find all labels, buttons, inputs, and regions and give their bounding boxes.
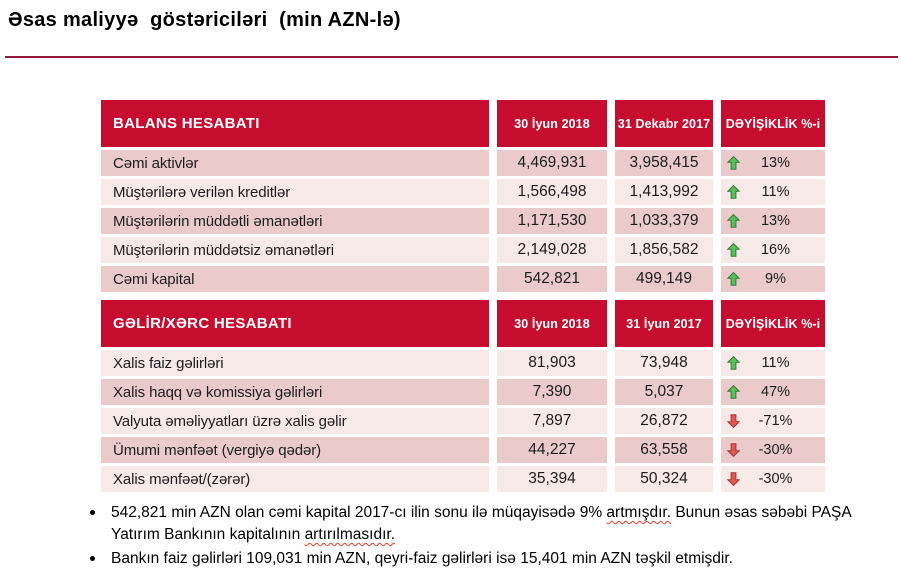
down-arrow-icon <box>727 472 740 486</box>
row-label: Xalis faiz gəlirləri <box>101 350 489 376</box>
change-cell <box>721 266 825 292</box>
value-2018: 7,390 <box>497 379 607 405</box>
change-value: 16% <box>760 242 791 258</box>
change-value: 47% <box>760 384 791 400</box>
income-statement-table <box>101 300 825 492</box>
change-cell <box>721 350 825 376</box>
value-2017: 499,149 <box>615 266 713 292</box>
column-header-2018: 30 İyun 2018 <box>497 100 607 147</box>
value-2018: 35,394 <box>497 466 607 492</box>
column-header-change: DƏYİŞİKLİK %-i <box>721 300 825 347</box>
value-2017: 3,958,415 <box>615 150 713 176</box>
value-2018: 2,149,028 <box>497 237 607 263</box>
value-2018: 1,566,498 <box>497 179 607 205</box>
row-label: Müştərilərə verilən kreditlər <box>101 179 489 205</box>
change-cell <box>721 179 825 205</box>
up-arrow-icon <box>727 156 740 170</box>
change-value: 13% <box>760 155 791 171</box>
up-arrow-icon <box>727 356 740 370</box>
value-2018: 1,171,530 <box>497 208 607 234</box>
value-2017: 1,856,582 <box>615 237 713 263</box>
change-cell <box>721 379 825 405</box>
change-cell <box>721 408 825 434</box>
financial-tables <box>101 100 825 492</box>
change-value: 11% <box>761 355 790 371</box>
down-arrow-icon <box>727 414 740 428</box>
change-cell <box>721 150 825 176</box>
row-label: Valyuta əməliyyatları üzrə xalis gəlir <box>101 408 489 434</box>
title-divider <box>5 56 898 58</box>
change-cell <box>721 466 825 492</box>
up-arrow-icon <box>727 243 740 257</box>
note-text: Bunun əsas səbəbi PAŞA Yatırım Bankının kapitalının <box>111 504 851 543</box>
column-header-2018: 30 İyun 2018 <box>497 300 607 347</box>
note-text: Bankın faiz gəlirləri 109,031 min AZN, qeyri-faiz gəlirləri isə 15,401 min AZN təşkil etmişdir. <box>111 550 733 567</box>
value-2018: 7,897 <box>497 408 607 434</box>
down-arrow-icon <box>727 443 740 457</box>
notes-list <box>88 502 852 570</box>
change-cell <box>721 437 825 463</box>
value-2018: 542,821 <box>497 266 607 292</box>
note-item <box>88 548 852 570</box>
row-label: Cəmi kapital <box>101 266 489 292</box>
value-2017: 1,033,379 <box>615 208 713 234</box>
change-value: -71% <box>758 413 793 429</box>
page-title: Əsas maliyyə göstəriciləri (min AZN-lə) <box>8 9 401 31</box>
column-header-change: DƏYİŞİKLİK %-i <box>721 100 825 147</box>
value-2017: 26,872 <box>615 408 713 434</box>
up-arrow-icon <box>727 214 740 228</box>
change-value: 11% <box>761 184 790 200</box>
note-text: 542,821 min AZN olan cəmi kapital 2017-cı ilin sonu ilə müqayisədə 9% <box>111 504 607 521</box>
table-title: BALANS HESABATI <box>101 100 489 147</box>
value-2017: 1,413,992 <box>615 179 713 205</box>
note-text-misspelled: artmışdır. <box>606 504 672 521</box>
value-2017: 63,558 <box>615 437 713 463</box>
change-value: -30% <box>758 442 793 458</box>
change-cell <box>721 208 825 234</box>
change-cell <box>721 237 825 263</box>
table-title: GƏLİR/XƏRC HESABATI <box>101 300 489 347</box>
up-arrow-icon <box>727 185 740 199</box>
column-header-2017: 31 Dekabr 2017 <box>615 100 713 147</box>
row-label: Müştərilərin müddətsiz əmanətləri <box>101 237 489 263</box>
value-2018: 81,903 <box>497 350 607 376</box>
up-arrow-icon <box>727 385 740 399</box>
note-text-misspelled: artırılmasıdır. <box>304 526 395 543</box>
row-label: Xalis mənfəət/(zərər) <box>101 466 489 492</box>
value-2018: 4,469,931 <box>497 150 607 176</box>
balance-sheet-table <box>101 100 825 292</box>
row-label: Cəmi aktivlər <box>101 150 489 176</box>
value-2017: 5,037 <box>615 379 713 405</box>
value-2017: 73,948 <box>615 350 713 376</box>
column-header-2017: 31 İyun 2017 <box>615 300 713 347</box>
value-2018: 44,227 <box>497 437 607 463</box>
change-value: 9% <box>765 271 786 287</box>
change-value: -30% <box>758 471 793 487</box>
up-arrow-icon <box>727 272 740 286</box>
row-label: Ümumi mənfəət (vergiyə qədər) <box>101 437 489 463</box>
change-value: 13% <box>760 213 791 229</box>
note-item <box>88 502 852 546</box>
value-2017: 50,324 <box>615 466 713 492</box>
row-label: Müştərilərin müddətli əmanətləri <box>101 208 489 234</box>
row-label: Xalis haqq və komissiya gəlirləri <box>101 379 489 405</box>
